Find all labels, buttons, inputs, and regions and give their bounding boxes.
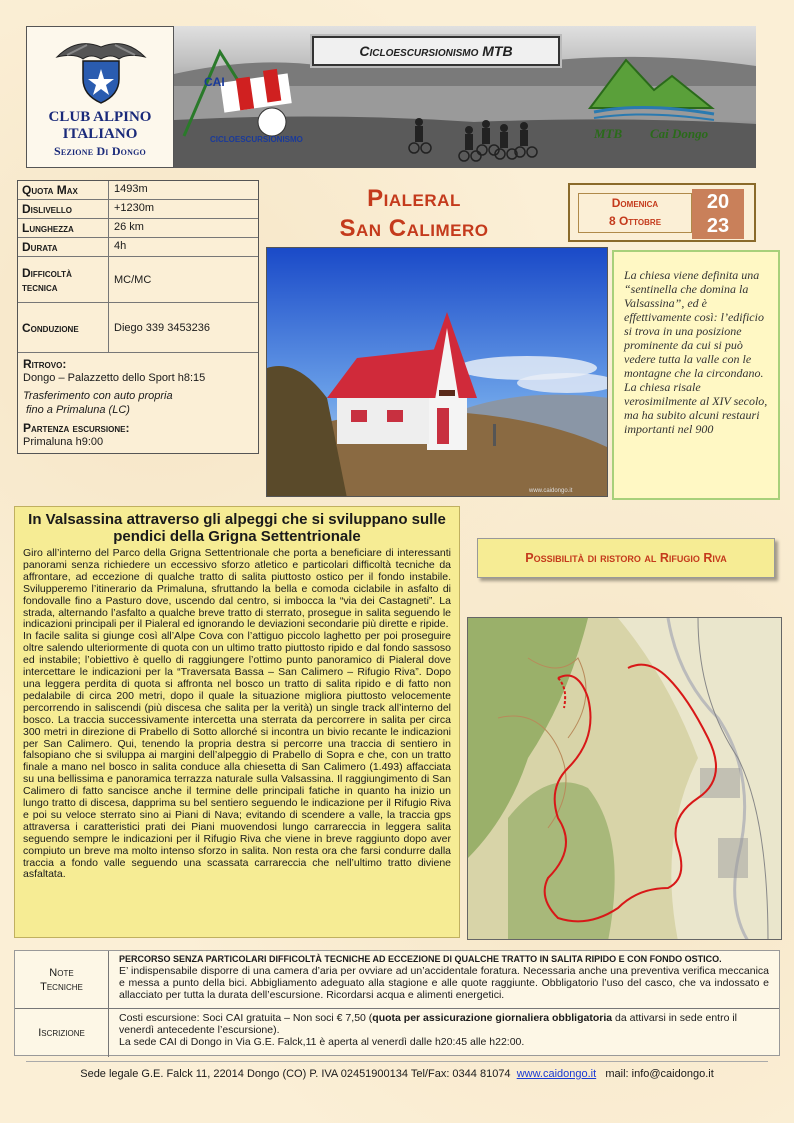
rifugio-banner: Possibilità di ristoro al Rifugio Riva [477, 538, 775, 578]
info-row-durata [18, 238, 258, 257]
info-value: 4h [114, 240, 127, 252]
route-description-title: In Valsassina attraverso gli alpeggi che si sviluppano sulle pendici della Grigna Settentrionale [28, 511, 446, 545]
cai-logo-box [26, 26, 174, 168]
church-description-quote: La chiesa viene definita una “sentinella che domina la Valsassina”, ed è effettivamente così: l’edificio si trova in una posizione prominente da cui si può vedere tutta la valle con le montagne che la circondano. La chiesa risale verosimilmente al XIV secolo, ma ha subito alcuni restauri importanti nel 900 [612, 250, 780, 500]
date-text [578, 193, 692, 233]
info-value: +1230m [114, 202, 155, 214]
route-description [14, 506, 460, 938]
route-map [467, 617, 782, 940]
date-date: 8 Ottobre [608, 214, 662, 228]
footer-address: Sede legale G.E. Falck 11, 22014 Dongo (CO) P. IVA 02451900134 Tel/Fax: 0344 81074 [80, 1068, 511, 1080]
route-map-image [468, 618, 782, 940]
info-value: 26 km [114, 221, 144, 233]
club-name-line2: ITALIANO [62, 126, 138, 142]
info-value: MC/MC [114, 273, 152, 286]
ritrovo-label: Ritrovo: [23, 357, 67, 371]
trip-info-table [17, 180, 259, 454]
ritrovo-section [18, 353, 258, 453]
notes-bold: PERCORSO SENZA PARTICOLARI DIFFICOLTÀ TECNICHE AD ECCEZIONE DI QUALCHE TRATTO IN SALITA RIPIDO E CON FONDO OSTICO. [119, 954, 722, 964]
date-box [568, 183, 756, 242]
iscrizione-text-1: Costi escursione: Soci CAI gratuita – Non soci € 7,50 ( [119, 1012, 373, 1024]
partenza-value: Primaluna h9:00 [23, 436, 104, 448]
route-paragraph-2: In facile salita si giunge così all’Alpe Cova con l’attiguo piccolo laghetto per poi proseguire oltre salendo ulteriormente di quota con un ultimo tratto piuttosto ripido e dal fondo sassoso ed instabile; l’obiettivo è quello di raggiungere l’ottimo punto panoramico di Pialeral dove intercettare le indicazioni per la “Traversata Bassa – San Calimero – Rifugio Riva”. Dopo una leggera perdita di quota si affronta nel bosco un tratto di salita ripido e di fatto non pedalabile di circa 200 metri, dopo il quale la situazione migliora piuttosto velocemente percorrendo in saliscendi (più discesa che salita per la verità) un single track all’interno del bosco. La traccia successivamente intercetta una sterrata da percorrere in salita per circa 300 metri in direzione di Prabello di Sotto allorché si incontra un bivio recante le indicazioni per San Calimero. Qui, tenendo la propria destra si percorre una traccia di sentiero in falsopiano che si sviluppa ai margini dell’alpeggio di Prabello di Sopra e che, con un tratto finale a mano nel bosco in salita conduce alla chiesetta di San Calimero (1.493) affacciata su una bellissima e panoramica terrazza naturale sulla Valsassina. Il raggiungimento di San Calimero di fatto sancisce anche il termine delle principali fatiche in quanto ha inizio un lungo tratto di discesa, dapprima su bel sentiero seguendo le indicazione per il Rifugio Riva e poi su veloce sterrato sino ai Piani di Nava; evitando di scendere a valle, la traccia gps attraversa i caratteristici prati dei Piani muovendosi lungo carrareccia in leggera salita seguendo sempre le indicazioni per il Rifugio Riva che viene in breve raggiunto dopo aver compiuto un breve ma molto intenso sforzo in salita. Non resta ora che farsi condurre dalla traccia a fondo valle seguendo una scassata carrareccia che nell’ultimo tratto diviene asfaltata. [23, 630, 451, 881]
svg-text:Cai Dongo: Cai Dongo [650, 126, 709, 141]
club-name-line1: CLUB ALPINO [48, 109, 152, 125]
info-label: Durata [18, 238, 109, 256]
year-part1: 20 [706, 191, 730, 213]
info-value: Diego 339 3453236 [114, 321, 211, 334]
iscrizione-label: Iscrizione [15, 1009, 109, 1057]
notes-row-iscrizione [15, 1009, 779, 1057]
svg-text:CAI: CAI [204, 75, 225, 89]
ritrovo-value: Dongo – Palazzetto dello Sport h8:15 [23, 372, 206, 384]
cai-emblem-icon [27, 27, 175, 109]
info-row-dislivello [18, 200, 258, 219]
info-row-quota [18, 181, 258, 200]
notes-body: E’ indispensabile disporre di una camera d’aria per ovviare ad un’accidentale foratura. Necessaria anche una preventiva verifica meccanica e messa a punto della bici. Abbigliamento adeguato alla stagione e alle quote raggiunte. Obbligatorio l’uso del casco, che va indossato e allacciato per tutta la durata dell’escursione. Ricordarsi acqua e alimenti energetici. [119, 965, 769, 1001]
info-row-lunghezza [18, 219, 258, 238]
iscrizione-bold: quota per assicurazione giornaliera obbligatoria [372, 1012, 613, 1024]
header-banner [174, 26, 756, 168]
iscrizione-text-3: La sede CAI di Dongo in Via G.E. Falck,11 è aperta al venerdì dalle h20:45 alle h22:00. [119, 1036, 525, 1048]
trasferimento-line2: fino a Primaluna (LC) [26, 404, 130, 416]
club-section: Sezione Di Dongo [54, 144, 146, 158]
partenza-label: Partenza escursione: [23, 421, 130, 435]
svg-text:MTB: MTB [594, 126, 623, 141]
info-row-conduzione [18, 303, 258, 353]
footer [0, 1068, 794, 1080]
info-row-difficolta [18, 257, 258, 303]
church-photo [266, 247, 608, 497]
title-line1: Pialeral [367, 185, 461, 212]
route-paragraph-1: Giro all’interno del Parco della Grigna Settentrionale che porta a beneficiare di interessanti panorami senza richiedere un eccessivo sforzo atletico e particolari difficoltà tecniche da affrontare, ad eccezione di qualche tratto di salita piuttosto ostico per il fondo instabile. Svilupperemo l’itinerario da Primaluna, sfruttando la bella e comoda ciclabile in asfalto di fondovalle fino a Pasturo dove, uscendo dal centro, si imbocca la “via dei Castagneti”. La strada, alternando l’asfalto a qualche breve tratto di sterrato, prosegue in salita seguendo le indicazioni principali per il Pialeral ed ignorando le deviazioni secondarie più dirette e ripide. [23, 547, 451, 631]
club-name [27, 109, 173, 160]
page-title [266, 180, 562, 246]
iscrizione-text-2: da attivarsi in sede entro il venerdì antecedente l’escursione). [119, 1012, 738, 1036]
info-label: Conduzione [18, 303, 109, 352]
notes-label-line2: Tecniche [40, 980, 83, 993]
date-day: Domenica [611, 196, 659, 210]
svg-text:CICLOESCURSIONISMO: CICLOESCURSIONISMO [210, 135, 303, 144]
banner-title: Cicloescursionismo MTB [312, 36, 560, 66]
footer-divider [26, 1061, 768, 1062]
year-part2: 23 [706, 215, 730, 237]
route-description-text [23, 548, 451, 881]
title-line2: San Calimero [339, 215, 489, 242]
info-label: Lunghezza [18, 219, 109, 237]
footer-site-link[interactable]: www.caidongo.it [516, 1068, 597, 1080]
footer-mail: mail: info@caidongo.it [605, 1068, 714, 1080]
church-photo-image [267, 248, 608, 497]
info-label: Difficoltà tecnica [18, 257, 109, 302]
notes-text [109, 951, 779, 1008]
svg-text:www.caidongo.it: www.caidongo.it [529, 488, 573, 494]
notes-row-tecniche [15, 951, 779, 1009]
iscrizione-text [109, 1009, 779, 1057]
notes-label [15, 951, 109, 1008]
trasferimento-line1: Trasferimento con auto propria [23, 390, 173, 402]
info-value: 1493m [114, 183, 148, 195]
date-year [692, 189, 744, 239]
info-label: Dislivello [18, 200, 109, 218]
notes-table [14, 950, 780, 1056]
info-label: Quota Max [18, 181, 109, 199]
notes-label-line1: Note [49, 966, 74, 979]
